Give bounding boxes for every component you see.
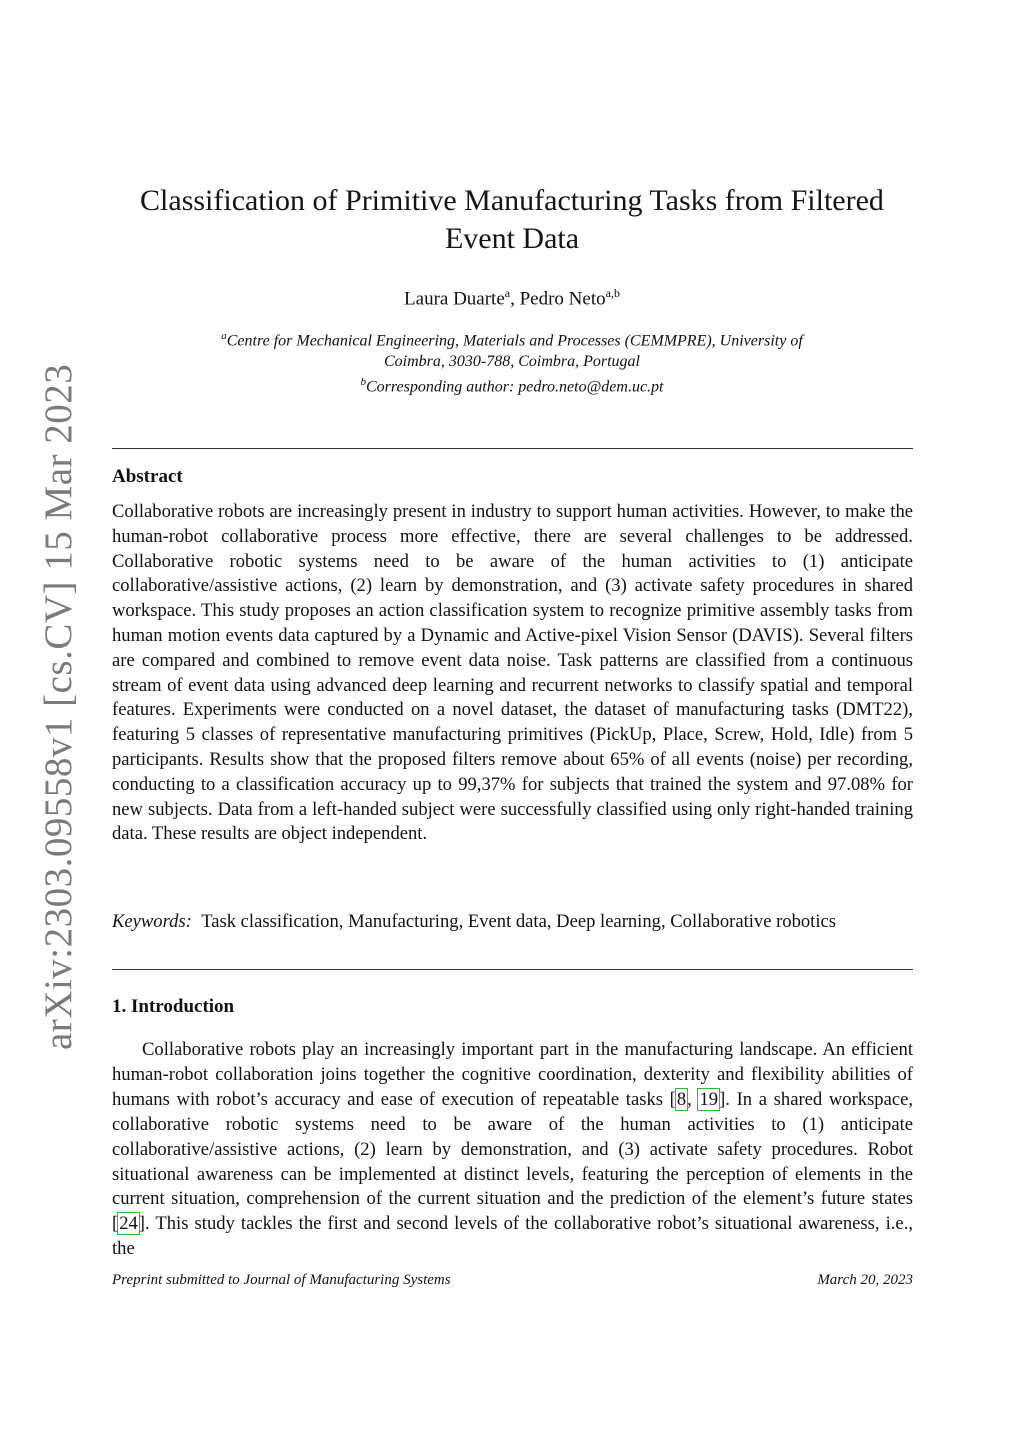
abstract-heading: Abstract — [112, 466, 183, 487]
affiliation-b — [112, 372, 912, 397]
affiliation-mark: b — [360, 376, 366, 389]
keywords-text: Task classification, Manufacturing, Event data, Deep learning, Collaborative robotics — [201, 911, 836, 932]
citation-link[interactable]: 19 — [699, 1088, 719, 1110]
journal-note: Preprint submitted to Journal of Manufacturing Systems — [112, 1272, 451, 1288]
section-heading-introduction: 1. Introduction — [112, 996, 235, 1017]
affiliation-a — [112, 326, 912, 351]
keywords-label: Keywords: — [112, 911, 192, 932]
arxiv-identifier: arXiv:2303.09558v1 [cs.CV] 15 Mar 2023 — [37, 363, 80, 1050]
page-footer — [112, 1272, 913, 1289]
keywords — [112, 909, 913, 934]
author-list: Laura Duarte$^a$, Pedro Neto$^{a,b}$ — [404, 286, 620, 310]
footer-date: March 20, 2023 — [817, 1272, 913, 1288]
intro-text-1: Collaborative robots play an increasingly important part in the manufacturing landscape. An efficient human-robot collaboration joins together the cognitive coordination, dexterity and flexibility abilities of humans with robot’s accuracy and ease of execution of repeatable tasks [ — [112, 1039, 913, 1110]
title-line-2: Event Data — [444, 222, 580, 255]
affiliation-mark: a — [221, 330, 227, 342]
citation-link[interactable]: 24 — [119, 1213, 138, 1235]
bottom-divider — [112, 969, 913, 970]
top-divider — [112, 448, 913, 449]
author-affiliation-mark: a,b — [605, 286, 620, 300]
paper-title — [112, 182, 912, 258]
affiliation-a-line-2: Coimbra, 3030-788, Coimbra, Portugal — [383, 353, 640, 371]
abstract-text: Collaborative robots are increasingly present in industry to support human activities. However, to make the human-robot collaborative process more effective, there are several challenges to be addressed. Collaborative robotic systems need to be aware of the human activities to (1) anticipate collaborative/assistive actions, (2) learn by demonstration, and (3) activate safety procedures in shared workspace. This study proposes an action classification system to recognize primitive assembly tasks from human motion events data captured by a Dynamic and Active-pixel Vision Sensor (DAVIS). Several filters are compared and combined to remove event data noise. Task patterns are classified from a continuous stream of event data using advanced deep learning and recurrent networks to classify spatial and temporal features. Experiments were conducted on a novel dataset, the dataset of manufacturing tasks (DMT22), featuring 5 classes of representative manufacturing primitives (PickUp, Place, Screw, Hold, Idle) from 5 participants. Results show that the proposed filters remove about 65% of all events (noise) per recording, conducting to a classification accuracy up to 99,37% for subjects that trained the system and 97.08% for new subjects. Data from a left-handed subject were successfully classified using only right-handed training data. These results are object independent. — [112, 501, 913, 845]
author-name: Pedro Neto — [519, 288, 606, 310]
corresponding-author: Corresponding author: pedro.neto@dem.uc.pt — [365, 378, 664, 396]
affiliations — [112, 326, 912, 398]
intro-text-2: ]. In a shared workspace, collaborative robotic systems need to be aware of the human activities to (1) anticipate collaborative/assistive actions, (2) learn by demonstration, and (3) activate safety procedures. Robot situational awareness can be implemented at distinct levels, featuring the perception of elements in the current situation, comprehension of the current situation and the prediction of the element’s future states [ — [112, 1088, 914, 1235]
intro-text-3: ]. This study tackles the first and second levels of the collaborative robot’s situational awareness, i.e., the — [112, 1213, 913, 1260]
title-line-1: Classification of Primitive Manufacturing Tasks from Filtered — [140, 184, 884, 217]
introduction-paragraph — [112, 1038, 913, 1262]
affiliation-a-line-1: Centre for Mechanical Engineering, Materials and Processes (CEMMPRE), University of — [226, 332, 803, 350]
author-affiliation-mark: a — [504, 286, 511, 300]
citation-separator: , — [687, 1088, 699, 1110]
citation-link[interactable]: 8 — [676, 1088, 687, 1110]
author-name: Laura Duarte — [404, 288, 505, 310]
